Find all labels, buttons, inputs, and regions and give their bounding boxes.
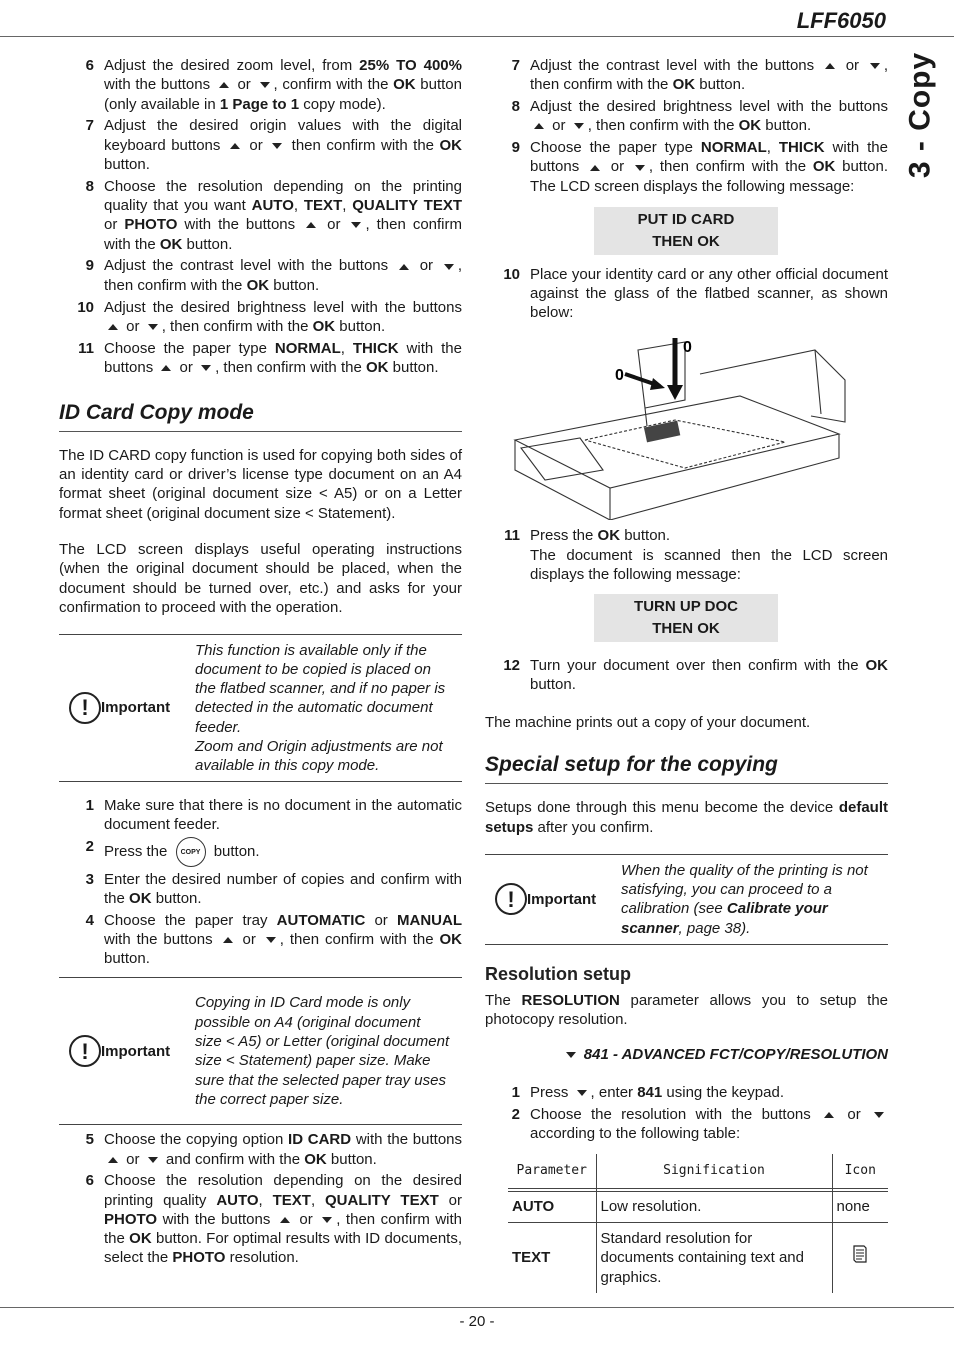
- step-list: [59, 56, 462, 377]
- table-cell: AUTO: [508, 1192, 596, 1223]
- setup-paragraph: Setups done through this menu become the device default setups after you confirm.: [485, 799, 888, 836]
- down-arrow-icon: [577, 1090, 587, 1096]
- lcd-message: [594, 594, 778, 642]
- up-arrow-icon: [306, 222, 316, 228]
- lcd-line: PUT ID CARD: [637, 210, 735, 228]
- step-item: [59, 1171, 462, 1267]
- section-title-special-setup: Special setup for the copying: [485, 752, 888, 784]
- step-number: 4: [85, 911, 94, 929]
- up-arrow-icon: [280, 1217, 290, 1223]
- step-item: [485, 56, 888, 95]
- step-item: [59, 796, 462, 835]
- up-arrow-icon: [399, 264, 409, 270]
- step-item: [59, 911, 462, 969]
- step-text: Choose the paper type NORMAL, THICK with the buttons or , then confirm with the OK button.: [104, 339, 462, 376]
- down-arrow-icon: [874, 1112, 884, 1118]
- step-text: Adjust the contrast level with the buttons or , then confirm with the OK button.: [104, 257, 462, 294]
- step-list: [485, 526, 888, 584]
- step-number: 10: [77, 298, 94, 316]
- copy-key-icon: COPY: [176, 837, 206, 867]
- table-header: Icon: [832, 1154, 888, 1189]
- important-label: Important: [527, 890, 597, 908]
- chapter-tab: [895, 40, 945, 190]
- subsection-title-resolution: Resolution setup: [485, 963, 632, 984]
- lcd-message: [594, 207, 778, 255]
- step-item: [485, 265, 888, 323]
- table-cell: TEXT: [508, 1223, 596, 1293]
- note-text: This function is available only if the document to be copied is placed on the flatbed scanner, and if no paper is detected in the automatic document feeder.: [195, 641, 446, 736]
- menu-path-text: 841 - ADVANCED FCT/COPY/RESOLUTION: [583, 1046, 888, 1064]
- step-item: [59, 298, 462, 337]
- step-text: Adjust the desired brightness level with the buttons or , then confirm with the OK button.: [530, 98, 888, 135]
- step-number: 2: [85, 838, 94, 856]
- table-cell: Low resolution.: [596, 1192, 832, 1223]
- footer-rule: [0, 1307, 954, 1308]
- step-item: [59, 870, 462, 909]
- left-column: [59, 56, 462, 1270]
- important-label: Important: [101, 1042, 171, 1060]
- step-number: 2: [511, 1105, 520, 1123]
- down-arrow-icon: [260, 82, 270, 88]
- down-arrow-icon: [148, 1157, 158, 1163]
- step-item: [59, 177, 462, 254]
- header-rule: [0, 36, 954, 37]
- step-number: 1: [85, 797, 94, 815]
- up-arrow-icon: [590, 165, 600, 171]
- step-text: Choose the resolution depending on the printing quality that you want AUTO, TEXT, QUALITY TEXT or PHOTO with the buttons or , then confirm with the OK button.: [104, 177, 462, 253]
- step-text: Choose the copying option ID CARD with the buttons or and confirm with the OK button.: [104, 1131, 463, 1168]
- important-note: [59, 977, 462, 1125]
- step-item: [59, 116, 462, 174]
- important-icon: !: [495, 883, 527, 915]
- down-arrow-icon: [574, 123, 584, 129]
- step-text: Choose the resolution depending on the desired printing quality AUTO, TEXT, QUALITY TEXT or PHOTO with the buttons or , then confirm with the OK button. For optimal results with ID documents, select the PHOTO resolution.: [104, 1172, 463, 1267]
- step-item: [485, 1083, 888, 1102]
- page-number: - 20 -: [459, 1313, 495, 1330]
- note-text: Copying in ID Card mode is only possible on A4 (original document size < A5) or Letter (original document size < Statement) paper size. Make sure that the selected paper tray uses the correct paper size.: [195, 994, 450, 1108]
- step-item: [485, 97, 888, 136]
- step-item: [59, 837, 462, 867]
- step-text: Make sure that there is no document in the automatic document feeder.: [104, 797, 462, 834]
- step-text: Enter the desired number of copies and confirm with the OK button.: [104, 870, 462, 908]
- step-list: [59, 796, 462, 969]
- up-arrow-icon: [230, 143, 240, 149]
- table-cell: Standard resolution for documents containing text and graphics.: [596, 1223, 832, 1293]
- step-text: Press , enter 841 using the keypad.: [530, 1083, 785, 1101]
- down-arrow-icon: [566, 1052, 576, 1058]
- step-number: 3: [85, 870, 94, 888]
- step-text: Choose the paper tray AUTOMATIC or MANUAL with the buttons or , then confirm with the OK button.: [104, 911, 463, 968]
- step-list: [485, 56, 888, 196]
- up-arrow-icon: [161, 365, 171, 371]
- step-number: 12: [503, 656, 520, 674]
- down-arrow-icon: [870, 63, 880, 69]
- important-label: Important: [101, 699, 171, 717]
- step-number: 11: [78, 339, 94, 357]
- step-text: Place your identity card or any other official document against the glass of the flatbed scanner, as shown below:: [530, 265, 888, 322]
- header-model: LFF6050: [796, 8, 886, 33]
- step-list: [485, 1083, 888, 1143]
- lcd-line: THEN OK: [652, 619, 720, 637]
- step-item: [59, 339, 462, 378]
- step-number: 7: [511, 57, 520, 74]
- figure-mark: 0: [615, 367, 624, 385]
- step-text: Turn your document over then confirm with the OK button.: [530, 656, 888, 694]
- step-number: 10: [503, 265, 520, 283]
- down-arrow-icon: [201, 365, 211, 371]
- important-note: [59, 634, 462, 782]
- step-number: 1: [511, 1083, 520, 1101]
- up-arrow-icon: [219, 82, 229, 88]
- step-text: Choose the paper type NORMAL, THICK with the buttons or , then confirm with the OK button. The LCD screen displays the following message:: [530, 139, 888, 195]
- table-row: [508, 1192, 888, 1223]
- step-text: Adjust the desired zoom level, from 25% TO 400% with the buttons or , confirm with the OK button (only available in 1 Page to 1 copy mode).: [104, 57, 462, 113]
- scanner-illustration: [485, 330, 888, 520]
- table-row: [508, 1223, 888, 1293]
- step-number: 7: [85, 117, 94, 135]
- step-list: [485, 265, 888, 323]
- step-number: 9: [85, 257, 94, 275]
- step-list: [485, 656, 888, 695]
- step-text: Choose the resolution with the buttons or according to the following table:: [530, 1105, 888, 1144]
- step-number: 8: [85, 177, 94, 195]
- table-cell: [832, 1223, 888, 1293]
- chapter-tab-label: 3 - Copy: [903, 51, 937, 179]
- note-text: When the quality of the printing is not satisfying, you can proceed to a calibration (see Calibrate your scanner, page 38).: [621, 861, 868, 937]
- intro-paragraph: The ID CARD copy function is used for copying both sides of an identity card or driver’s license type document on an A4 format sheet (original document size < A5) or on a Letter format sheet (original document size < Statement).: [59, 446, 462, 522]
- down-arrow-icon: [148, 324, 158, 330]
- resolution-paragraph: The RESOLUTION parameter allows you to setup the photocopy resolution.: [485, 991, 889, 1029]
- step-item: [59, 1130, 462, 1169]
- step-item: [485, 656, 888, 695]
- step-text: Adjust the desired brightness level with the buttons or , then confirm with the OK button.: [104, 298, 462, 335]
- step-item: [485, 526, 888, 584]
- up-arrow-icon: [223, 937, 233, 943]
- step-number: 9: [511, 139, 520, 157]
- step-item: [485, 1105, 888, 1144]
- down-arrow-icon: [266, 937, 276, 943]
- step-item: [485, 138, 888, 196]
- table-header: Signification: [596, 1154, 832, 1189]
- step-number: 5: [85, 1131, 94, 1149]
- up-arrow-icon: [108, 1157, 118, 1163]
- step-item: [59, 256, 462, 295]
- important-note: [485, 854, 888, 945]
- up-arrow-icon: [534, 123, 544, 129]
- intro-paragraph: The LCD screen displays useful operating instructions (when the original document should be placed, when the document should be turned over, etc.) and asks for your confirmation to proceed with the operation.: [59, 540, 462, 616]
- menu-path: [485, 1045, 888, 1064]
- up-arrow-icon: [825, 63, 835, 69]
- down-arrow-icon: [351, 222, 361, 228]
- note-text: Zoom and Origin adjustments are not available in this copy mode.: [195, 738, 443, 775]
- figure-mark: 0: [683, 339, 692, 357]
- step-text: Press the COPY button.: [104, 837, 462, 867]
- resolution-table: [508, 1154, 888, 1293]
- down-arrow-icon: [635, 165, 645, 171]
- down-arrow-icon: [322, 1217, 332, 1223]
- step-text: Press the OK button. The document is scanned then the LCD screen displays the following message:: [530, 527, 888, 584]
- section-title-id-card: ID Card Copy mode: [59, 400, 462, 432]
- step-item: [59, 56, 462, 114]
- table-cell: none: [832, 1192, 888, 1223]
- lcd-line: TURN UP DOC: [634, 597, 738, 615]
- up-arrow-icon: [824, 1112, 834, 1118]
- step-text: Adjust the desired origin values with the digital keyboard buttons or then confirm with the OK button.: [104, 117, 462, 173]
- step-number: 6: [85, 57, 94, 74]
- important-icon: !: [69, 692, 101, 724]
- down-arrow-icon: [444, 264, 454, 270]
- step-number: 8: [511, 98, 520, 116]
- step-number: 6: [85, 1172, 94, 1190]
- up-arrow-icon: [108, 324, 118, 330]
- step-number: 11: [504, 527, 520, 545]
- important-icon: !: [69, 1035, 101, 1067]
- step-text: Adjust the contrast level with the buttons or , then confirm with the OK button.: [530, 57, 888, 94]
- outro-paragraph: The machine prints out a copy of your document.: [485, 713, 811, 731]
- right-column: [485, 56, 888, 1293]
- step-list: [59, 1130, 462, 1268]
- scanner-figure: [485, 330, 888, 520]
- text-resolution-icon: [852, 1245, 868, 1265]
- table-header: Parameter: [508, 1154, 596, 1189]
- down-arrow-icon: [272, 143, 282, 149]
- lcd-line: THEN OK: [652, 232, 720, 250]
